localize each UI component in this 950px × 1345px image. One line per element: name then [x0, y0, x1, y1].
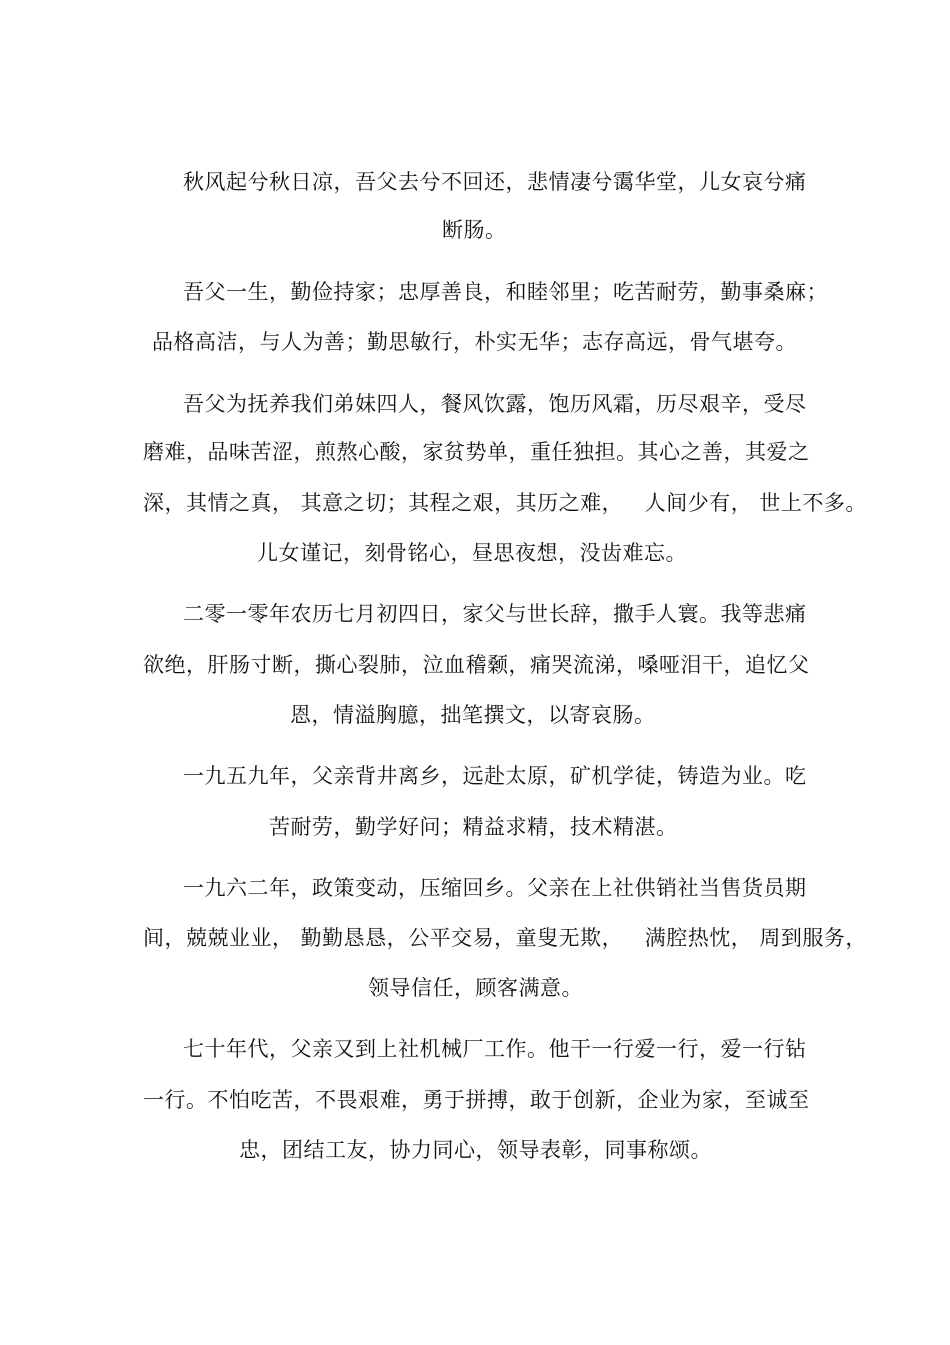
text-line: 七十年代，父亲又到上社机械厂工作。他干一行爱一行，爱一行钻 [183, 1037, 807, 1061]
text-line: 吾父一生，勤俭持家；忠厚善良，和睦邻里；吃苦耐劳，勤事桑麻； [183, 280, 828, 304]
text-line: 一九六二年，政策变动，压缩回乡。父亲在上社供销社当售货员期 [183, 876, 807, 900]
text-line: 欲绝，肝肠寸断，撕心裂肺，泣血稽颡，痛哭流涕，嗓哑泪干，追忆父 [143, 653, 810, 677]
text-line: 二零一零年农历七月初四日，家父与世长辞，撒手人寰。我等悲痛 [183, 602, 807, 626]
text-line: 品格高洁，与人为善；勤思敏行，朴实无华；志存高远，骨气堪夸。 [152, 330, 797, 354]
text-line: 一行。不怕吃苦，不畏艰难，勇于拼搏，敢于创新，企业为家，至诚至 [143, 1088, 810, 1112]
text-line: 儿女谨记，刻骨铭心，昼思夜想，没齿难忘。 [257, 541, 687, 565]
text-line: 一九五九年，父亲背井离乡，远赴太原，矿机学徒，铸造为业。吃 [183, 764, 807, 788]
text-line: 领导信任，顾客满意。 [368, 976, 583, 1000]
text-line: 秋风起兮秋日凉，吾父去兮不回还，悲情凄兮霭华堂，儿女哀兮痛 [183, 170, 807, 194]
text-line: 恩，情溢胸臆，拙笔撰文，以寄哀肠。 [290, 703, 656, 727]
text-line: 苦耐劳，勤学好问；精益求精，技术精湛。 [269, 815, 678, 839]
text-line: 吾父为抚养我们弟妹四人，餐风饮露，饱历风霜，历尽艰辛，受尽 [183, 392, 807, 416]
text-line: 断肠。 [442, 218, 507, 242]
text-line: 深，其情之真， 其意之切；其程之艰，其历之难， 人间少有， 世上不多。 [143, 491, 867, 515]
text-line: 磨难，品味苦涩，煎熬心酸，家贫势单，重任独担。其心之善，其爱之 [143, 440, 810, 464]
text-line: 间，兢兢业业， 勤勤恳恳，公平交易，童叟无欺， 满腔热忱， 周到服务， [143, 926, 867, 950]
text-line: 忠，团结工友，协力同心，领导表彰，同事称颂。 [239, 1138, 712, 1162]
